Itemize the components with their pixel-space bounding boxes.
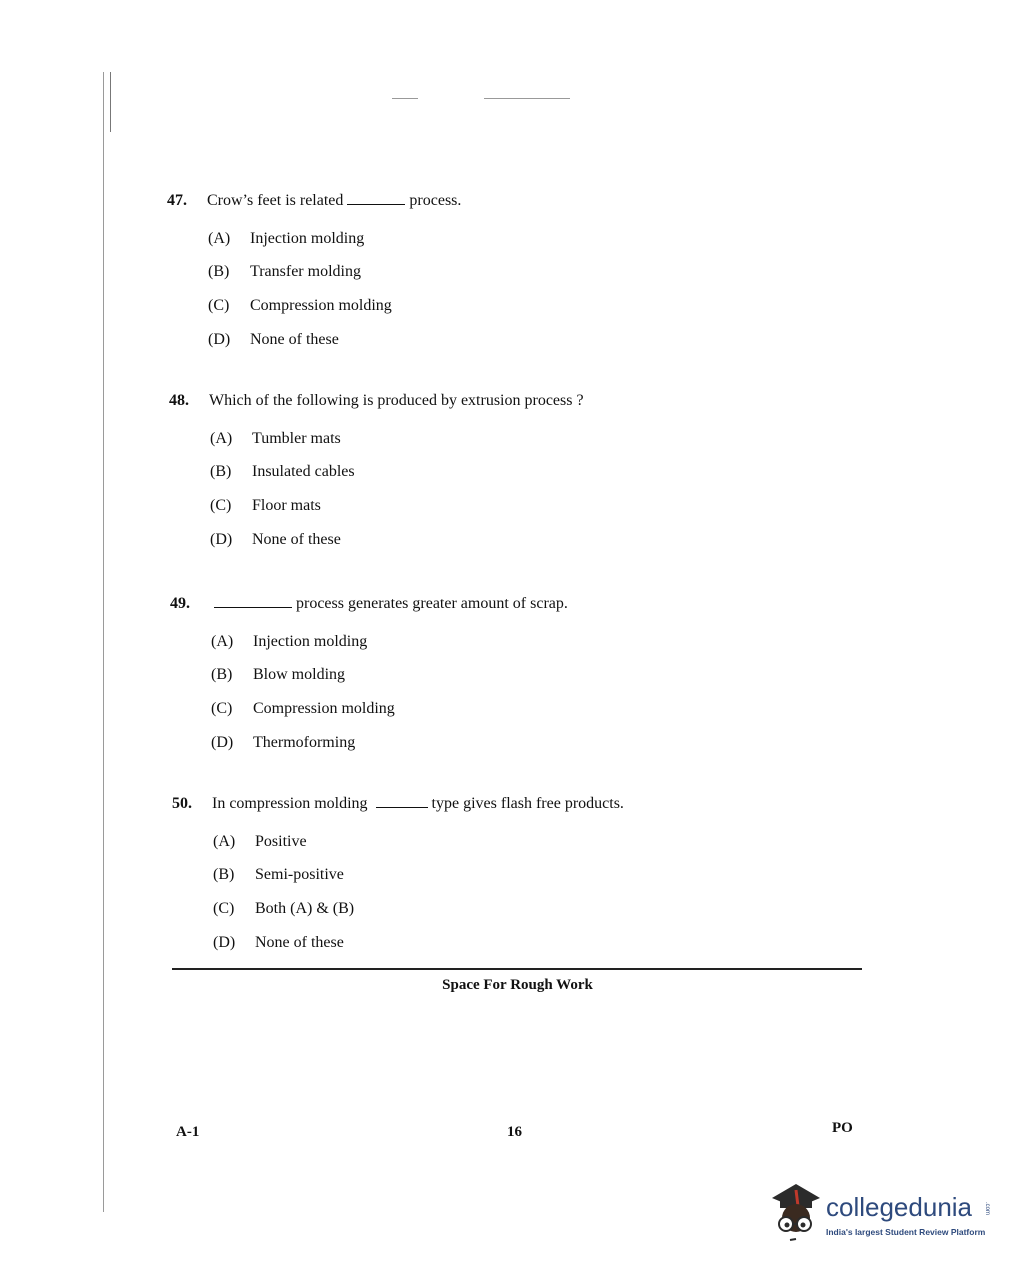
option-d: [211, 726, 568, 760]
option-b: [211, 659, 568, 693]
question-stem: [167, 190, 461, 210]
option-letter: (A): [213, 832, 236, 850]
binding-margin-line: [103, 72, 104, 1212]
option-b: [208, 256, 461, 290]
question-text-suffix: process.: [409, 192, 462, 209]
option-d: [210, 523, 584, 557]
option-b: [210, 456, 584, 490]
logo-tagline: India's largest Student Review Platform: [826, 1227, 986, 1237]
question-number: 48.: [169, 392, 189, 409]
answer-blank: [376, 793, 428, 808]
option-d: [208, 323, 461, 357]
option-text: Compression molding: [253, 699, 395, 717]
scan-artifact-dash: [392, 98, 418, 99]
footer-paper-code: A-1: [176, 1124, 200, 1140]
scan-artifact-dash: [484, 98, 570, 99]
question-text-prefix: Which of the following is produced by extrusion process ?: [209, 392, 584, 409]
question-number: 47.: [167, 192, 187, 209]
option-letter: (B): [213, 866, 235, 884]
footer-subject-code: PO: [832, 1120, 853, 1136]
logo-wordmark: collegedunia: [826, 1192, 973, 1222]
footer-page-number: 16: [507, 1124, 522, 1140]
option-letter: (D): [210, 530, 233, 548]
option-text: None of these: [252, 530, 341, 548]
options-list: [210, 422, 584, 556]
question-text-prefix: Crow’s feet is related: [207, 192, 344, 209]
question-stem: [169, 392, 584, 410]
rough-work-heading: Space For Rough Work: [442, 977, 593, 993]
option-letter: (D): [208, 330, 231, 348]
option-letter: (A): [208, 229, 231, 247]
option-b: [213, 859, 624, 893]
options-list: [208, 222, 461, 356]
rough-work-divider: [172, 968, 862, 970]
question-text-suffix: type gives flash free products.: [431, 795, 624, 812]
answer-blank: [214, 593, 292, 608]
option-letter: (D): [211, 733, 234, 751]
option-letter: (C): [208, 296, 230, 314]
question-49: [170, 593, 568, 759]
option-c: [213, 892, 624, 926]
question-number: 50.: [172, 795, 192, 812]
logo-com-suffix: .com: [984, 1202, 990, 1216]
options-list: [211, 625, 568, 759]
option-a: [211, 625, 568, 659]
option-a: [213, 825, 624, 859]
question-text-prefix: In compression molding: [212, 795, 368, 812]
collegedunia-logo: [766, 1180, 996, 1244]
question-text-suffix: process generates greater amount of scrap.: [296, 595, 568, 612]
option-text: Compression molding: [250, 296, 392, 314]
option-text: Insulated cables: [252, 463, 355, 481]
option-a: [208, 222, 461, 256]
binding-margin-mark: [110, 72, 111, 132]
option-d: [213, 926, 624, 960]
question-stem: [170, 593, 568, 613]
option-text: Semi-positive: [255, 866, 344, 884]
question-48: [169, 392, 584, 556]
option-letter: (C): [211, 699, 233, 717]
question-47: [167, 190, 461, 356]
option-c: [208, 289, 461, 323]
option-text: None of these: [250, 330, 339, 348]
option-c: [210, 489, 584, 523]
option-text: Both (A) & (B): [255, 899, 355, 917]
option-text: Injection molding: [250, 229, 365, 247]
option-text: Thermoforming: [253, 733, 356, 751]
options-list: [213, 825, 624, 959]
option-text: Transfer molding: [250, 263, 361, 281]
option-text: Tumbler mats: [252, 429, 341, 447]
answer-blank: [347, 190, 405, 205]
option-text: None of these: [255, 933, 344, 951]
option-letter: (A): [211, 632, 234, 650]
option-c: [211, 692, 568, 726]
question-stem: [172, 793, 624, 813]
option-letter: (B): [211, 666, 233, 684]
option-letter: (A): [210, 429, 233, 447]
option-text: Floor mats: [252, 496, 321, 514]
option-letter: (C): [210, 496, 232, 514]
mascot-icon: [766, 1180, 826, 1244]
option-letter: (B): [208, 263, 230, 281]
option-text: Injection molding: [253, 632, 368, 650]
option-text: Blow molding: [253, 666, 346, 684]
option-a: [210, 422, 584, 456]
option-letter: (D): [213, 933, 236, 951]
question-number: 49.: [170, 595, 190, 612]
option-letter: (B): [210, 463, 232, 481]
question-50: [172, 793, 624, 959]
option-text: Positive: [255, 832, 307, 850]
option-letter: (C): [213, 899, 235, 917]
